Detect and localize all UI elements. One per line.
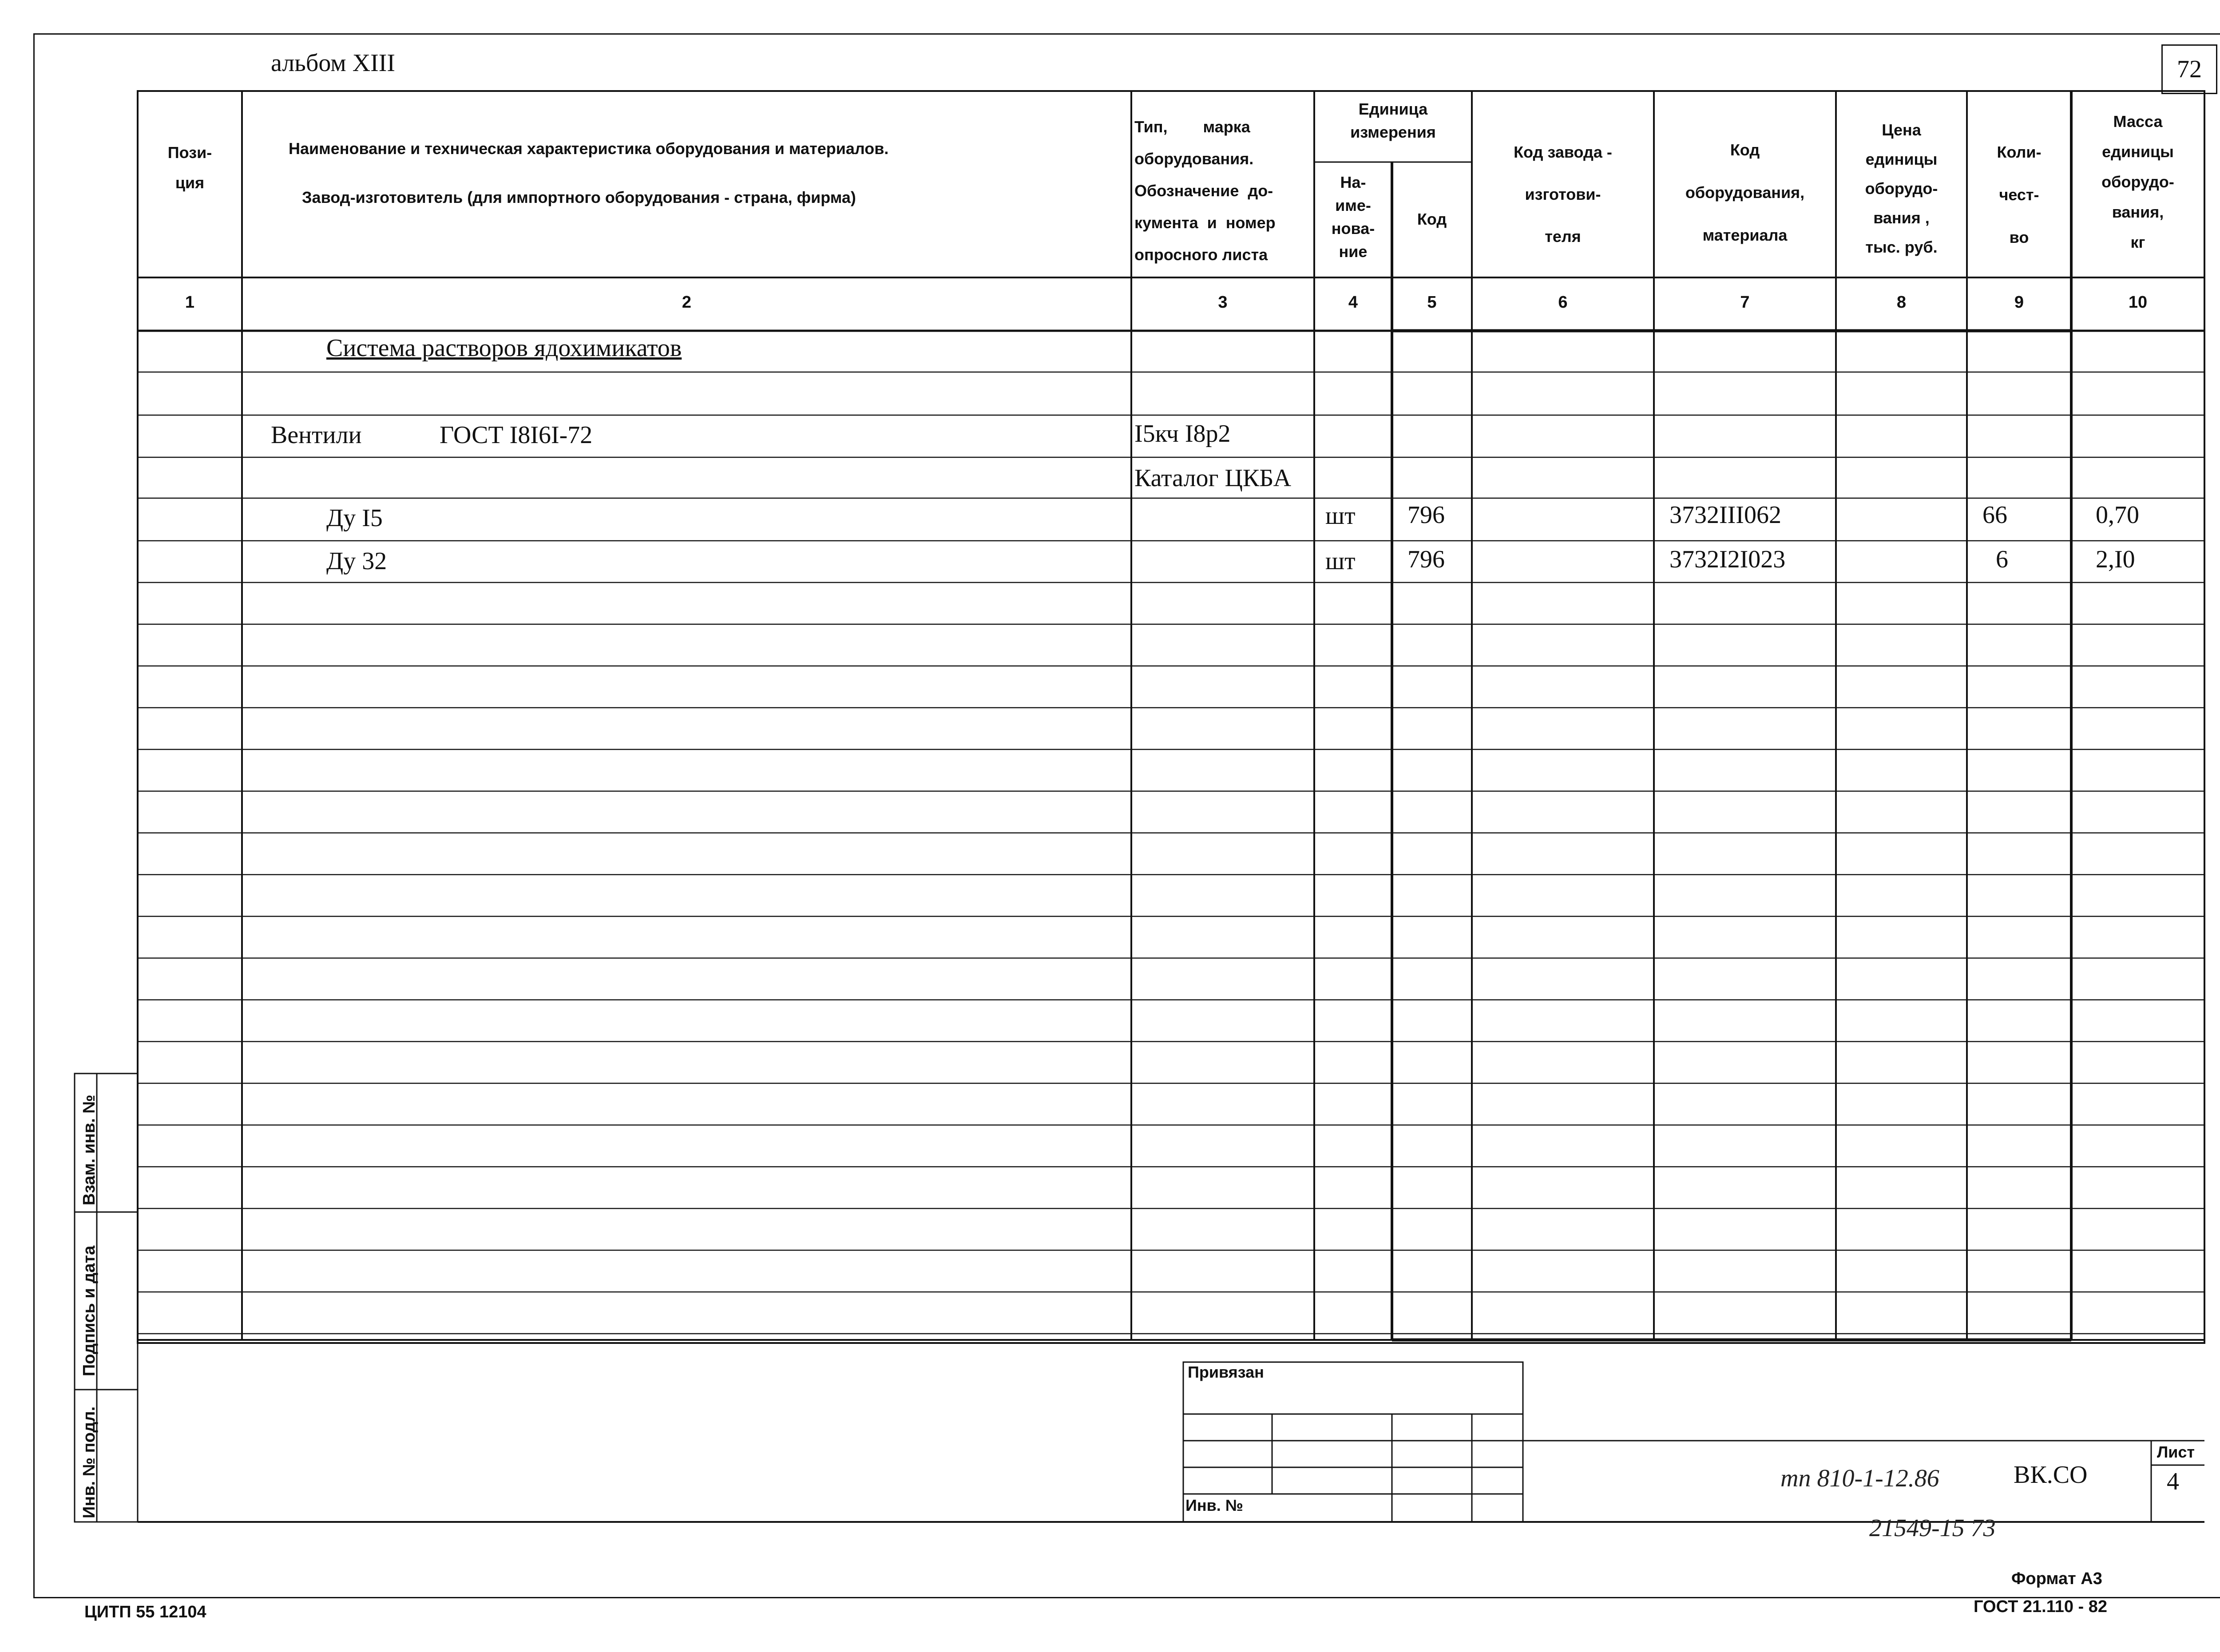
header-mass: Масса единицы оборудо- вания, кг	[2101, 112, 2174, 251]
header-unit: Единица измерения	[1350, 100, 1436, 141]
item-type: Каталог ЦКБА	[1134, 464, 1292, 492]
col-number: 6	[1558, 293, 1568, 312]
header-equipment-code: Код оборудования, материала	[1685, 141, 1805, 244]
album-label: альбом XIII	[271, 49, 396, 77]
item-equipment-code: 3732III062	[1669, 501, 1781, 529]
col-number: 8	[1896, 293, 1907, 312]
stamp-sheet-number: 4	[2167, 1468, 2179, 1495]
header-unit-code: Код	[1417, 210, 1447, 228]
item-quantity: 6	[1996, 546, 2008, 573]
side-label-replacement-inv: Взам. инв. №	[80, 1094, 99, 1205]
item-mass: 0,70	[2096, 501, 2139, 529]
col-number: 5	[1427, 293, 1437, 312]
header-name-line1: Наименование и техническая характеристика оборудования и материалов.	[289, 139, 889, 158]
stamp-privyazan: Привязан	[1188, 1363, 1264, 1381]
item-unit-code: 796	[1407, 546, 1445, 573]
side-label-original-inv: Инв. № подл.	[80, 1406, 99, 1518]
section-title: Система растворов ядохимикатов	[326, 334, 682, 362]
item-gost: ГОСТ I8I6I-72	[440, 421, 593, 449]
col-number: 3	[1218, 293, 1228, 312]
stamp-handwritten-number: 21549-15 73	[1869, 1514, 1996, 1542]
item-unit: шт	[1325, 502, 1356, 530]
item-unit: шт	[1325, 547, 1356, 575]
header-factory-code: Код завода - изготови- теля	[1514, 143, 1612, 246]
col-number: 9	[2014, 293, 2024, 312]
col-number: 2	[682, 293, 692, 312]
footer-format: Формат А3	[2011, 1569, 2102, 1588]
side-label-signature-date: Подпись и дата	[80, 1245, 99, 1376]
stamp-inv-no: Инв. №	[1185, 1496, 1243, 1514]
col-number: 1	[185, 293, 195, 312]
header-position: Пози- ция	[167, 143, 212, 192]
stamp-doc-code: ВК.СО	[2014, 1461, 2088, 1489]
item-name: Ду 32	[326, 547, 387, 575]
item-type: I5кч I8р2	[1134, 420, 1231, 448]
header-unit-name: На- име- нова- ние	[1331, 173, 1375, 261]
item-unit-code: 796	[1407, 501, 1445, 529]
stamp-project-code: тп 810-1-12.86	[1780, 1465, 1939, 1492]
item-quantity: 66	[1982, 501, 2007, 529]
col-number: 7	[1740, 293, 1750, 312]
header-quantity: Коли- чест- во	[1997, 143, 2042, 246]
page-number: 72	[2161, 44, 2217, 94]
item-equipment-code: 3732I2I023	[1669, 546, 1786, 573]
item-name: Ду I5	[326, 504, 383, 532]
col-number: 4	[1348, 293, 1358, 312]
header-name-line2: Завод-изготовитель (для импортного оборудования - страна, фирма)	[302, 188, 856, 206]
item-name: Вентили	[271, 421, 362, 449]
header-price: Цена единицы оборудо- вания , тыс. руб.	[1865, 121, 1938, 256]
footer-printer: ЦИТП 55 12104	[84, 1603, 206, 1621]
col-number: 10	[2128, 293, 2148, 312]
footer-gost: ГОСТ 21.110 - 82	[1974, 1597, 2108, 1616]
item-mass: 2,I0	[2096, 546, 2135, 573]
header-type: Тип, марка оборудования. Обозначение до- кумента и номер опросного листа	[1134, 118, 1276, 264]
stamp-sheet-label: Лист	[2157, 1443, 2195, 1461]
